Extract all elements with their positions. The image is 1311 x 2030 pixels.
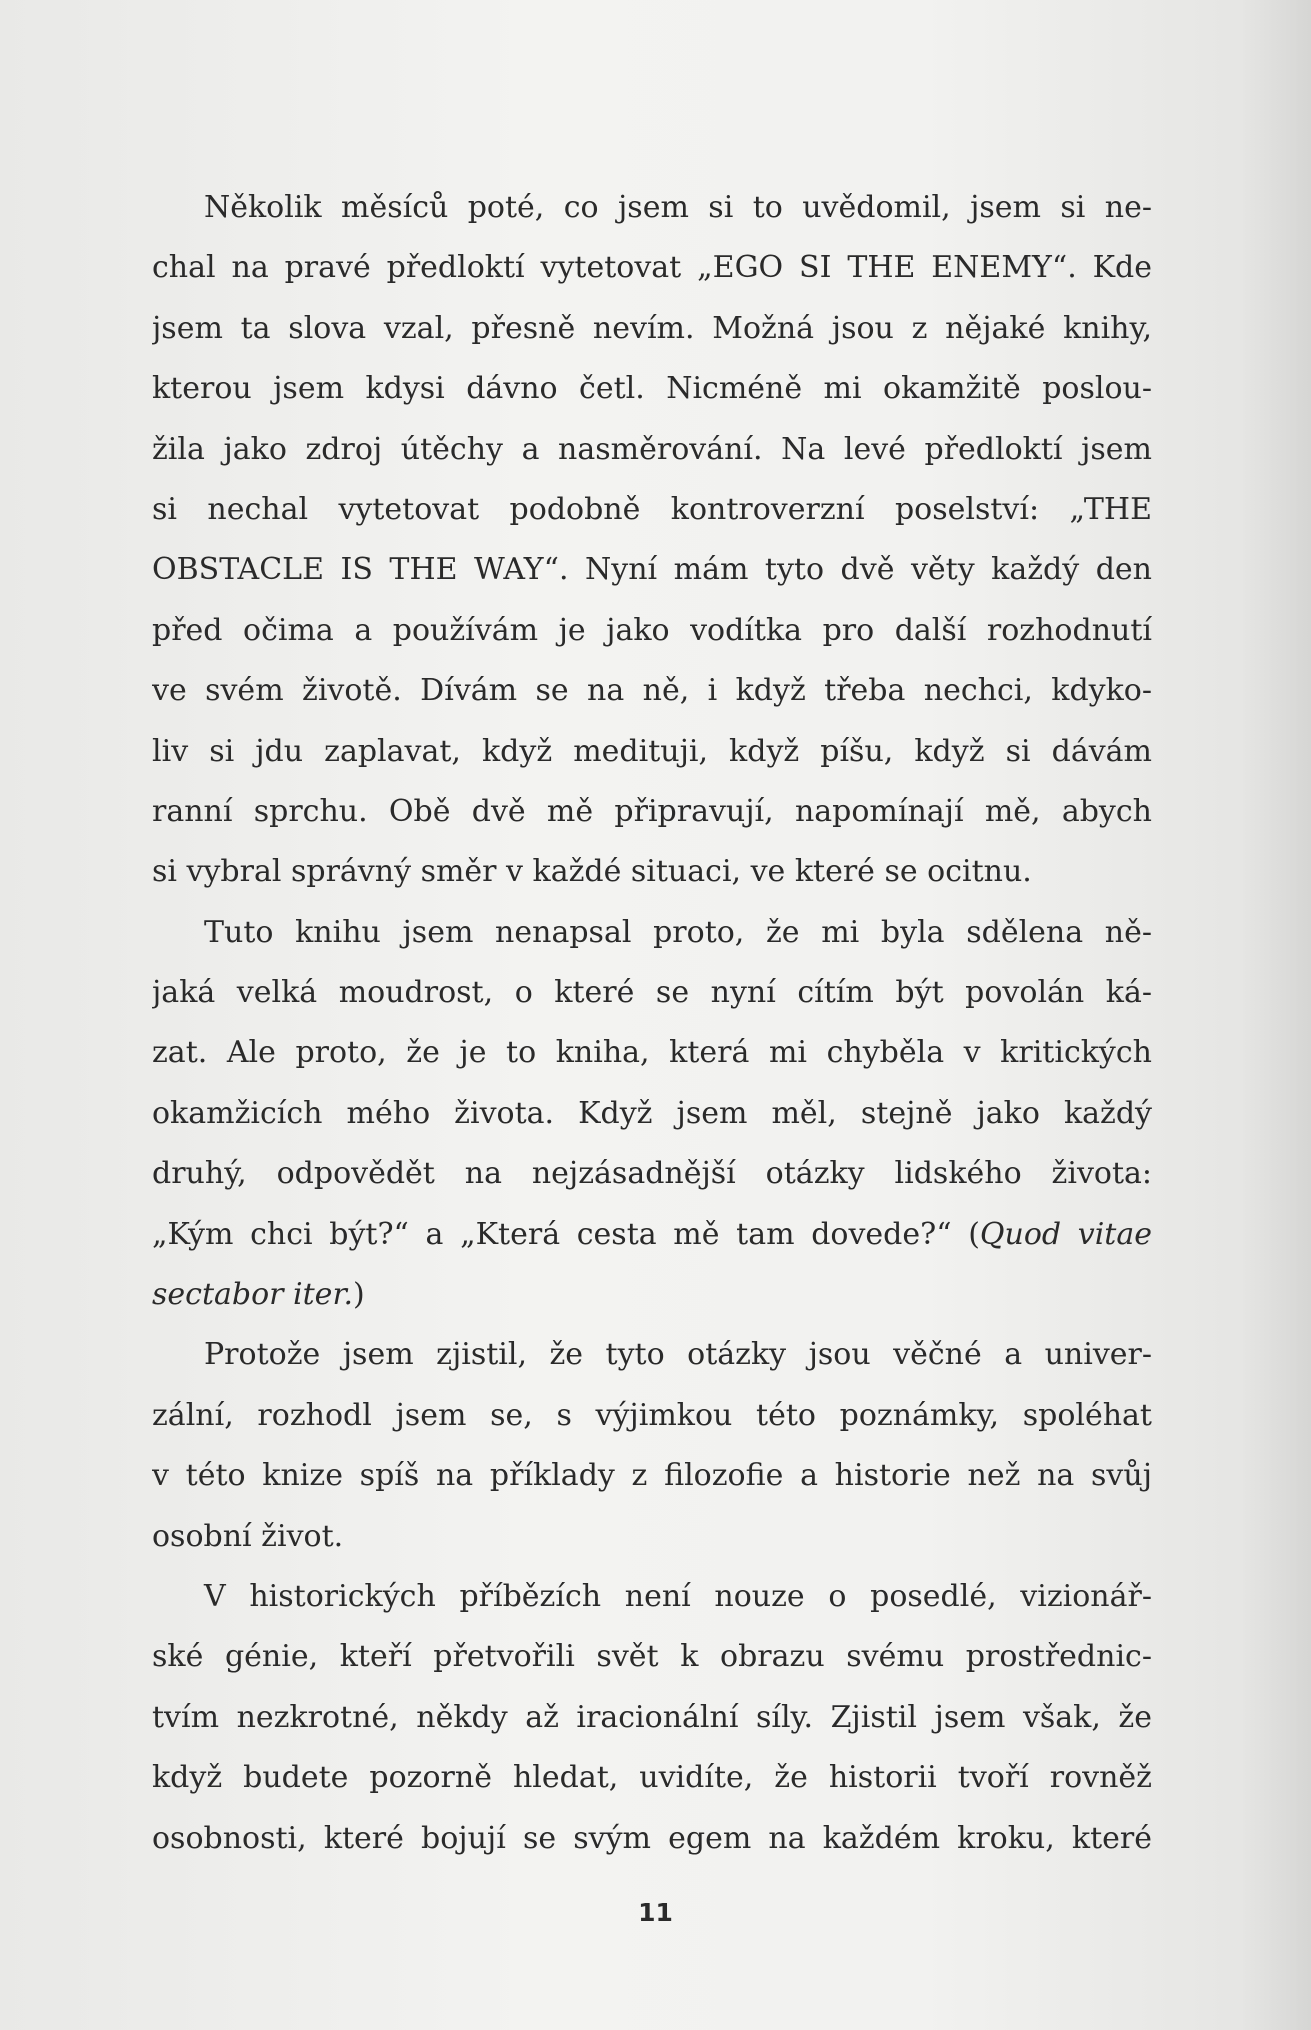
text-line: jsem ta slova vzal, přesně nevím. Možná jsou z nějaké knihy, (152, 310, 1152, 346)
latin-phrase: Quod vitae (979, 1216, 1152, 1252)
text-line: Tuto knihu jsem nenapsal proto, že mi byla sdělena ně- (204, 914, 1152, 950)
text-line: V historických příbězích není nouze o posedlé, vizionář- (204, 1578, 1152, 1614)
text-line: si nechal vytetovat podobně kontroverzní poselství: „THE (152, 491, 1152, 527)
text-line: Protože jsem zjistil, že tyto otázky jsou věčné a univer- (204, 1337, 1152, 1373)
text-line: ve svém životě. Dívám se na ně, i když třeba nechci, kdyko- (152, 673, 1152, 709)
text-line: ské génie, kteří přetvořili svět k obrazu svému prostřednic- (152, 1639, 1152, 1675)
text-line: liv si jdu zaplavat, když medituji, když píšu, když si dávám (152, 733, 1152, 769)
latin-phrase: sectabor iter. (152, 1277, 354, 1313)
text-line: tvím nezkrotné, někdy až iracionální síly. Zjistil jsem však, že (152, 1699, 1152, 1735)
text-line: druhý, odpovědět na nejzásadnější otázky lidského života: (152, 1156, 1152, 1192)
text-line: Několik měsíců poté, co jsem si to uvědomil, jsem si ne- (204, 190, 1152, 225)
text-line: kterou jsem kdysi dávno četl. Nicméně mi okamžitě poslou- (152, 371, 1152, 407)
text-line: zat. Ale proto, že je to kniha, která mi chyběla v kritických (152, 1035, 1152, 1071)
text-line: když budete pozorně hledat, uvidíte, že historii tvoří rovněž (152, 1760, 1152, 1796)
text-line: osobnosti, které bojují se svým egem na každém kroku, které (152, 1820, 1152, 1856)
page-edge-shadow (1241, 0, 1311, 2030)
text-line: OBSTACLE IS THE WAY“. Nyní mám tyto dvě věty každý den (152, 552, 1152, 588)
paragraph-2 (152, 903, 1152, 1326)
paragraph-1 (152, 178, 1152, 903)
text-line: si vybral správný směr v každé situaci, ve které se ocitnu. (152, 854, 1032, 890)
text-line: chal na pravé předloktí vytetovat „EGO SI THE ENEMY“. Kde (152, 250, 1152, 286)
text-line: v této knize spíš na příklady z filozofie a historie než na svůj (152, 1458, 1152, 1494)
text-line: zální, rozhodl jsem se, s výjimkou této poznámky, spoléhat (152, 1397, 1152, 1433)
text-line (152, 1265, 1152, 1325)
paragraph-3 (152, 1325, 1152, 1567)
body-text (152, 178, 1152, 1869)
text-line: jaká velká moudrost, o které se nyní cítím být povolán ká- (152, 975, 1152, 1011)
text-line: ranní sprchu. Obě dvě mě připravují, napomínají mě, abych (152, 793, 1152, 829)
text-run: „Kým chci být?“ a „Která cesta mě tam dovede?“ ( (152, 1216, 980, 1252)
text-line: okamžicích mého života. Když jsem měl, stejně jako každý (152, 1095, 1152, 1131)
text-line (152, 1205, 1152, 1265)
paragraph-4 (152, 1567, 1152, 1869)
text-line: žila jako zdroj útěchy a nasměrování. Na levé předloktí jsem (152, 431, 1152, 467)
page-number: 11 (638, 1898, 673, 1927)
text-line: osobní život. (152, 1518, 344, 1554)
text-line: před očima a používám je jako vodítka pro další rozhodnutí (152, 612, 1152, 648)
text-run: ) (353, 1277, 365, 1313)
